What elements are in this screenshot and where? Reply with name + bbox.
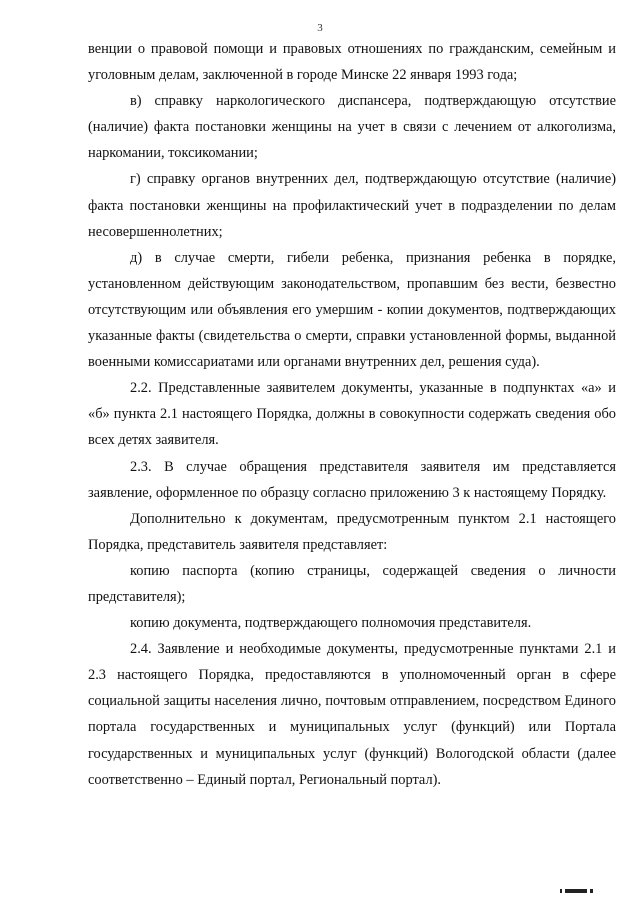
paragraph-item-d: д) в случае смерти, гибели ребенка, признания ребенка в порядке, установленном действующим законодательством, пропавшим без вести, безвестно отсутствующим или объявления его умершим - копии документов, подтверждающих указанные факты (свидетельства о смерти, справки установленной формы, выданной военными комиссариатами или органами внутренних дел, решения суда). — [88, 249, 616, 371]
paragraph-passport-copy: копию паспорта (копию страницы, содержащей сведения о личности представителя); — [88, 562, 616, 605]
paragraph-2-2: 2.2. Представленные заявителем документы, указанные в подпунктах «а» и «б» пункта 2.1 настоящего Порядка, должны в совокупности содержать сведения обо всех детях заявителя. — [88, 380, 616, 449]
paragraph-2-3: 2.3. В случае обращения представителя заявителя им представляется заявление, оформленное по образцу согласно приложению 3 к настоящему Порядку. — [88, 458, 616, 501]
document-body — [88, 36, 616, 793]
paragraph-authority-copy: копию документа, подтверждающего полномочия представителя. — [130, 615, 532, 632]
paragraph-continuation: венции о правовой помощи и правовых отношениях по гражданским, семейным и уголовным делам, заключенной в городе Минске 22 января 1993 года; — [88, 41, 616, 84]
paragraph-2-4: 2.4. Заявление и необходимые документы, предусмотренные пунктами 2.1 и 2.3 настоящего Порядка, предоставляются в уполномоченный орган в сфере социальной защиты населения лично, почтовым отправлением, посредством Единого портала государственных и муниципальных услуг (функций) или Портала государственных и муниципальных услуг (функций) Вологодской области (далее соответственно – Единый портал, Региональный портал). — [88, 641, 616, 788]
paragraph-item-g: г) справку органов внутренних дел, подтверждающую отсутствие (наличие) факта постановки женщины на профилактический учет в подразделении по делам несовершеннолетних; — [88, 171, 616, 240]
page-number: 3 — [317, 22, 323, 34]
scan-mark — [565, 889, 587, 893]
paragraph-additional: Дополнительно к документам, предусмотренным пунктом 2.1 настоящего Порядка, представитель заявителя представляет: — [88, 510, 616, 553]
paragraph-item-v: в) справку наркологического диспансера, подтверждающую отсутствие (наличие) факта постановки женщины на учет в связи с лечением от алкоголизма, наркомании, токсикомании; — [88, 93, 616, 162]
